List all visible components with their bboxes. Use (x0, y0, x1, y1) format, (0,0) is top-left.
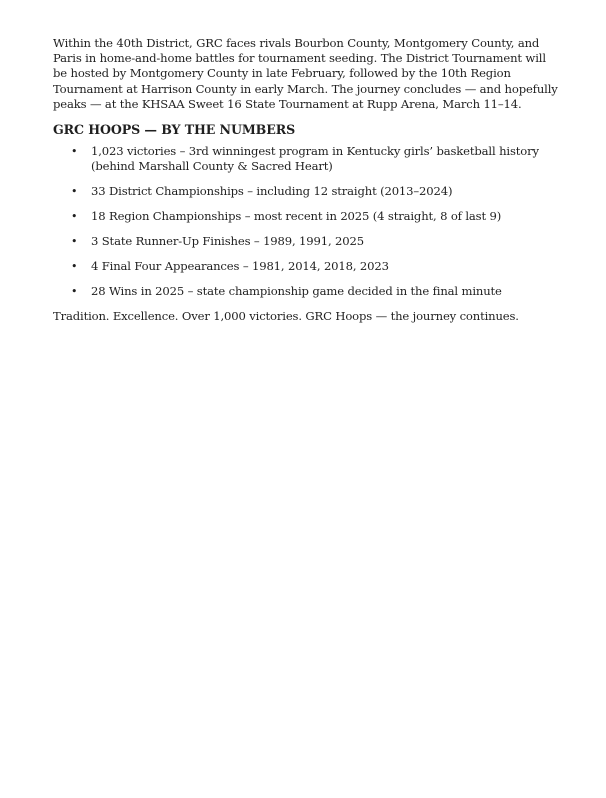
list-item (53, 234, 558, 249)
bullet-icon: • (71, 210, 78, 224)
bullet-icon: • (71, 235, 78, 249)
list-item (53, 209, 558, 224)
list-item-text: 1,023 victories – 3rd winningest program in Kentucky girls’ basketball history (behind Marshall County & Sacred Heart) (91, 144, 539, 174)
list-item (53, 259, 558, 274)
document-page (53, 36, 558, 324)
bullet-icon: • (71, 185, 78, 199)
list-item (53, 284, 558, 299)
section-heading: GRC HOOPS — BY THE NUMBERS (53, 122, 296, 138)
bullet-icon: • (71, 260, 78, 274)
list-item-text: 3 State Runner-Up Finishes – 1989, 1991, 2025 (91, 234, 364, 249)
list-item-text: 28 Wins in 2025 – state championship game decided in the final minute (91, 284, 502, 299)
list-item-text: 18 Region Championships – most recent in 2025 (4 straight, 8 of last 9) (91, 209, 502, 224)
intro-paragraph: Within the 40th District, GRC faces rivals Bourbon County, Montgomery County, and Paris in home-and-home battles for tournament seeding. The District Tournament will be hosted by Montgomery County in late February, followed by the 10th Region Tournament at Harrison County in early March. The journey concludes — and hopefully peaks — at the KHSAA Sweet 16 State Tournament at Rupp Arena, March 11–14. (53, 36, 558, 111)
list-item (53, 184, 558, 199)
bullet-icon: • (71, 285, 78, 299)
list-item-text: 4 Final Four Appearances – 1981, 2014, 2018, 2023 (91, 259, 389, 274)
stats-list (53, 144, 558, 299)
list-item-text: 33 District Championships – including 12 straight (2013–2024) (91, 184, 453, 199)
closing-paragraph: Tradition. Excellence. Over 1,000 victories. GRC Hoops — the journey continues. (53, 309, 519, 324)
list-item (53, 144, 558, 174)
bullet-icon: • (71, 145, 78, 159)
